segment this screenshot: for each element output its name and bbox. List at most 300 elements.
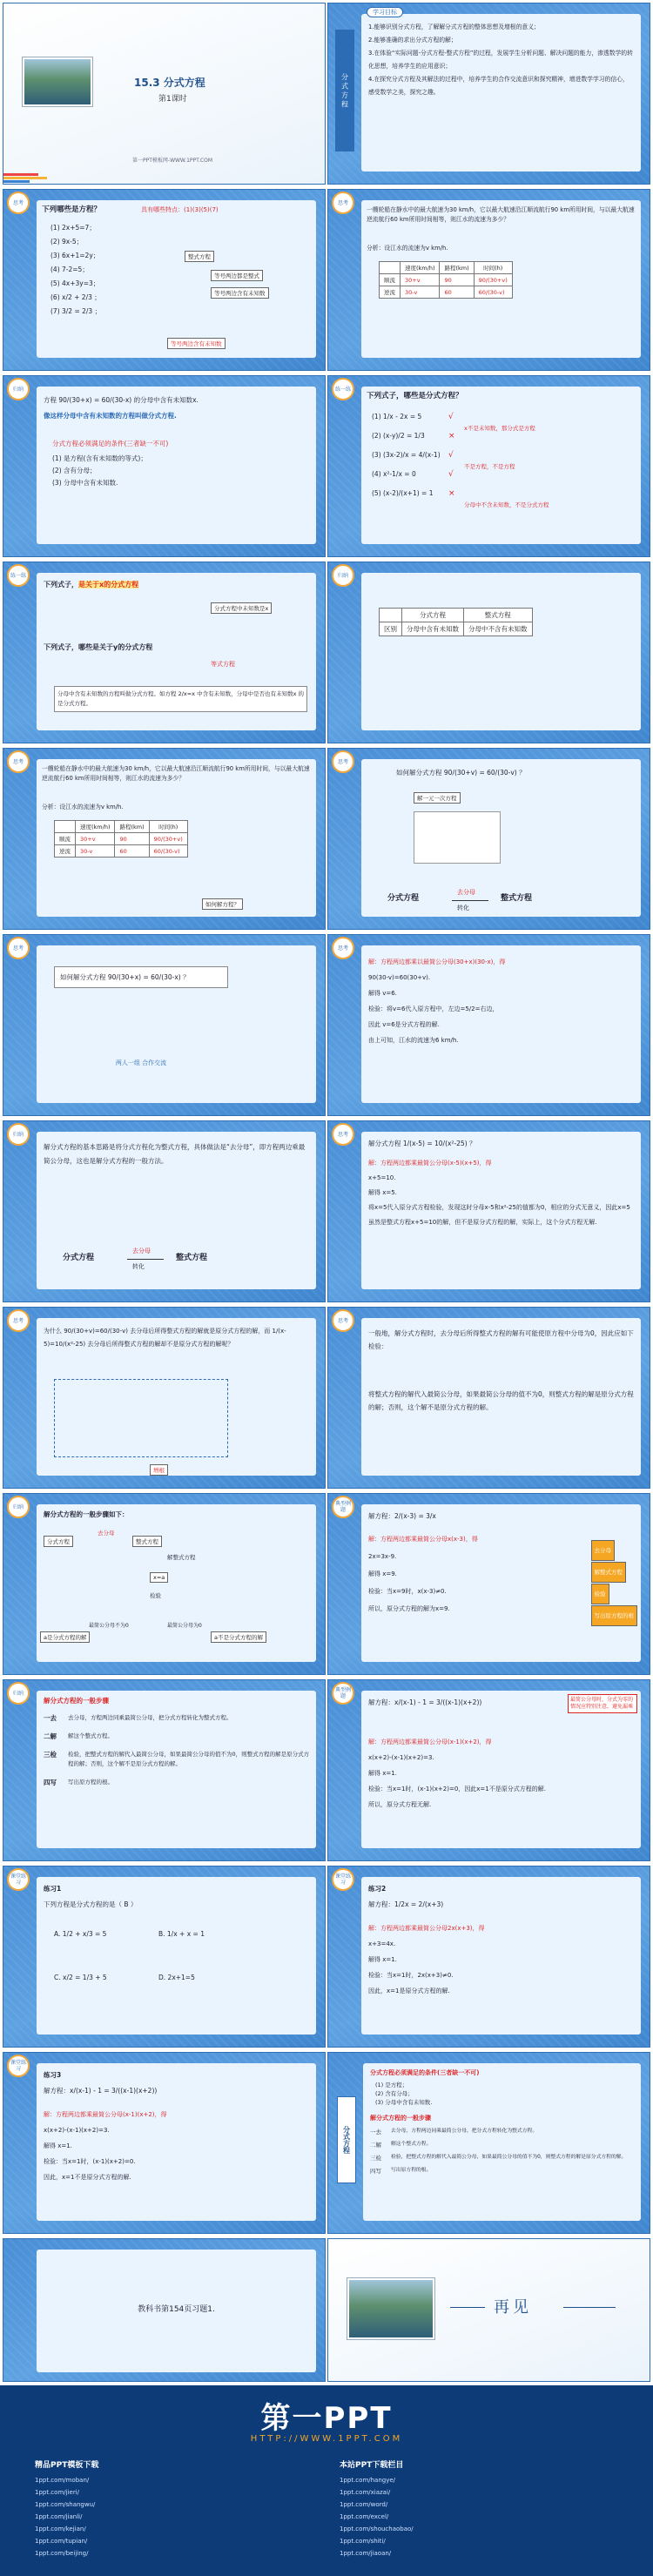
footer-right-title: 本站PPT下载栏目 (340, 2461, 404, 2470)
goodbye-text: 再见 (494, 2298, 532, 2317)
solution-line: 解得 v=6. (368, 990, 397, 997)
footer-link[interactable]: 1ppt.com/tupian/ (35, 2538, 88, 2545)
step-desc: 解这个整式方程。 (68, 1732, 113, 1739)
flow-label-2: 转化 (457, 905, 469, 911)
slide-how-solve[interactable] (3, 934, 326, 1116)
solution-line: 检验：当x=1时，(x-1)(x+2)=0. (44, 2158, 136, 2165)
condition-item: (2) 含有分母； (52, 467, 97, 474)
method-panel (37, 1132, 316, 1289)
table-row (55, 845, 188, 858)
steps-panel (37, 1691, 316, 1848)
exercise-text: 下列方程是分式方程的是（ B ） (44, 1900, 138, 1908)
table-cell: 90 (440, 274, 474, 286)
practice-panel (361, 387, 641, 544)
practice-item: (5) (x-2)/(x+1) = 1 (372, 489, 434, 497)
solution-panel (361, 945, 641, 1103)
think-badge: 归纳 (332, 564, 354, 587)
solution-line: 解得 x=1. (44, 2142, 72, 2149)
question-text: 下列哪些是方程？ (42, 205, 102, 214)
table-cell: 分母中含有未知数 (402, 622, 464, 636)
flow-box: 整式方程 (132, 1536, 162, 1547)
table-header-row (55, 821, 188, 833)
solution-line: 解：方程两边都乘最简公分母2x(x+3)，得 (368, 1925, 485, 1932)
solution-line: 因此，x=1不是原分式方程的解. (44, 2174, 131, 2181)
steps-list (44, 1713, 311, 1787)
think-badge: 思考 (7, 1309, 30, 1332)
slide-transform[interactable] (327, 748, 650, 930)
analysis-text: 分析：设江水的流速为v km/h. (367, 245, 448, 252)
solution-line: 解：方程两边都乘最简公分母(x-1)(x+2)，得 (368, 1739, 492, 1745)
table-header: 时间(h) (474, 262, 512, 274)
solution-line: 检验：当x=1时，2x(x+3)≠0. (368, 1972, 454, 1979)
footer-link[interactable]: 1ppt.com/shangwu/ (35, 2501, 96, 2508)
problem-panel (37, 759, 316, 917)
solution-line: 因此 v=6是分式方程的解. (368, 1021, 440, 1028)
step-name: 二解 (370, 2142, 381, 2149)
table-cell: 顺流 (55, 833, 76, 845)
think-badge: 归纳 (7, 378, 30, 400)
practice-items (372, 407, 441, 503)
think-badge: 思考 (7, 750, 30, 773)
flow-label: 最简公分母不为0 (89, 1623, 129, 1629)
slide-problem[interactable] (327, 189, 650, 371)
homework-text: 教科书第154页习题1. (138, 2305, 215, 2314)
solution-line: x+5=10. (368, 1174, 396, 1181)
table-header: 整式方程 (464, 609, 533, 622)
slide-subtitle: 第1课时 (158, 95, 187, 104)
think-badge: 归纳 (7, 1123, 30, 1146)
practice-note: 分母中不含未知数，不是分式方程 (464, 501, 549, 508)
how-solve-panel (37, 945, 316, 1103)
footer-link[interactable]: 1ppt.com/beijing/ (35, 2550, 89, 2557)
analysis-text: 分析：设江水的流速为v km/h. (42, 804, 124, 810)
speed-table (54, 820, 188, 858)
check-marks (448, 407, 455, 503)
equation-list (50, 221, 101, 319)
step-name: 二解 (44, 1732, 57, 1740)
think-badge: 思考 (7, 192, 30, 214)
slide-method[interactable] (3, 1120, 326, 1302)
table-header-row (380, 262, 513, 274)
equation-item: (1) 2x+5=7； (50, 224, 96, 232)
question-1-text: 下列式子， (44, 581, 78, 589)
mark: √ (448, 470, 454, 479)
equation-note: 方程 90/(30+x) = 60/(30-x) 的分母中含有未知数x. (44, 396, 199, 404)
footer-link[interactable]: 1ppt.com/moban/ (35, 2477, 90, 2484)
flowchart-title: 解分式方程的一般步骤如下： (44, 1510, 129, 1518)
solution-lines (44, 2107, 311, 2185)
goal-item: 2.能够准确的求出分式方程的解； (368, 37, 457, 44)
slide-homework[interactable] (3, 2238, 326, 2382)
slide-practice-identify[interactable] (327, 375, 650, 557)
goals-tag: 学习目标 (367, 7, 403, 17)
extraneous-panel (361, 1132, 641, 1289)
step-desc: 写出原方程的根。 (391, 2168, 432, 2173)
solution-line: 由上可知，江水的流速为6 km/h. (368, 1037, 459, 1044)
slide-goodbye[interactable] (327, 2238, 650, 2382)
mark: √ (448, 413, 454, 421)
practice-note: 不是方程，不是方程 (464, 463, 515, 470)
transform-panel (361, 759, 641, 917)
goal-item: 4.在探究分式方程及其解法的过程中，培养学生的合作交流意识和探究精神，增进数学学习的信心，感受数学之美，探究之趣。 (368, 76, 629, 96)
goal-item: 1.能够识别分式方程，了解解分式方程的整体思想及增根的意义； (368, 24, 540, 30)
footer-url[interactable]: HTTP://WWW.1PPT.COM (250, 2434, 403, 2444)
option-c[interactable]: C. x/2 = 1/3 + 5 (54, 1974, 107, 1981)
equation-item: (4) 7-2=5； (50, 266, 89, 273)
mark: × (448, 432, 455, 441)
think-badge: 思考 (332, 1123, 354, 1146)
footer-link[interactable]: 1ppt.com/hangye/ (340, 2477, 396, 2484)
think-badge: 归纳 (7, 1496, 30, 1518)
problem-text: 一艘轮船在静水中的最大航速为30 km/h，它以最大航速沿江顺流航行90 km所用时间，与以最大航速逆流航行60 km所用时间相等，则江水的流速为多少？ (367, 206, 635, 223)
solution-lines (368, 1530, 478, 1618)
example-question: 解方程：x/(x-1) - 1 = 3/((x-1)(x+2)) (368, 1698, 482, 1706)
step-row (44, 1732, 311, 1741)
table-header (380, 609, 402, 622)
landscape-image (347, 2278, 434, 2339)
slide-solution-1[interactable] (327, 934, 650, 1116)
condition-item: (3) 分母中含有未知数. (375, 2099, 433, 2106)
flow-label-2: 转化 (132, 1263, 145, 1270)
solution-line: 90(30-v)=60(30+v). (368, 974, 431, 981)
example-question: 解方程：2/(x-3) = 3/x (368, 1512, 436, 1520)
exercise-badge: 课堂练习 (7, 2055, 30, 2077)
divider-left (450, 2307, 485, 2308)
steps-list (370, 2128, 636, 2176)
step-name: 三检 (44, 1751, 57, 1759)
step-label: 写出原方程的根 (591, 1605, 638, 1626)
solution-lines (368, 954, 636, 1048)
solution-lines (368, 1920, 485, 1999)
table-header: 时间(h) (149, 821, 187, 833)
condition-item: (2) 含有分母； (375, 2090, 414, 2097)
footer-link[interactable]: 1ppt.com/jianli/ (35, 2513, 83, 2520)
mark: √ (448, 451, 454, 460)
question-1 (44, 580, 138, 589)
compare-panel (361, 573, 641, 730)
solution-line: 检验：当x=1时，(x-1)(x+2)=0，因此x=1不是原分式方程的解. (368, 1786, 546, 1792)
exercise-text: 解方程：1/2x = 2/(x+3) (368, 1900, 444, 1908)
steps-title: 解分式方程的一般步骤 (370, 2115, 431, 2122)
comparison-area (54, 1379, 228, 1457)
step-label: 解整式方程 (591, 1562, 627, 1583)
problem-panel (361, 200, 641, 358)
slide-title-text: 15.3 分式方程 (134, 77, 205, 89)
note-box: 最简公分母时，分式为零的情况应特别注意，避免漏乘 (568, 1694, 637, 1713)
goals-side-bar: 分 式 方 程 (335, 30, 354, 151)
flow-arrow (127, 1259, 164, 1260)
definition-panel (37, 387, 316, 544)
table-cell: 30-v (76, 845, 115, 858)
solution-line: 解得 x=5. (368, 1189, 397, 1196)
label-box: 等号两边含有未知数 (211, 287, 269, 299)
slide-problem-repeat[interactable] (3, 748, 326, 930)
source-text: 第一PPT模板网-WWW.1PPT.COM (132, 158, 213, 164)
check-panel (361, 1318, 641, 1476)
table-cell: 60/(30-v) (149, 845, 187, 858)
conditions-title: 分式方程必须满足的条件(三者缺一不可) (52, 440, 169, 447)
definition-text: 像这样分母中含有未知数的方程叫做分式方程. (44, 412, 177, 420)
flow-arrow (452, 900, 488, 901)
slide-compare[interactable] (327, 562, 650, 743)
check-text-2: 将整式方程的解代入最简公分母，如果最简公分母的值不为0，则整式方程的解是原分式方程的解；否则，这个解不是原分式方程的解。 (368, 1390, 634, 1411)
slide-equations[interactable] (3, 189, 326, 371)
flow-to: 整式方程 (501, 894, 533, 903)
table-row (55, 833, 188, 845)
footer-link[interactable]: 1ppt.com/kejian/ (35, 2526, 86, 2532)
step-name: 三检 (370, 2155, 381, 2162)
table-cell: 60 (440, 286, 474, 299)
equation-box: 如何解分式方程 90/(30+x) = 60/(30-x) ？ (54, 966, 228, 988)
practice-x-panel (37, 573, 316, 730)
flow-label: 检验 (150, 1592, 161, 1599)
explain-box: 分母中含有未知数的方程叫做分式方程。如方程 2/x=x 中含有未知数，分母中是否也有未知数x 的是分式方程。 (54, 686, 307, 712)
solution-line: 2x=3x-9. (368, 1553, 397, 1560)
footer-left-links (35, 2474, 95, 2559)
footer-link[interactable]: 1ppt.com/jiaoan/ (340, 2550, 392, 2557)
compare-table (379, 608, 533, 636)
problem-text: 一艘轮船在静水中的最大航速为30 km/h，它以最大航速沿江顺流航行90 km所用时间，与以最大航速逆流航行60 km所用时间相等，则江水的流速为多少？ (42, 765, 310, 782)
slide-exercise-1[interactable] (3, 1866, 326, 2048)
equation-item: (5) 4x+3y=3； (50, 279, 100, 287)
solution-line: 解：方程两边都乘最简公分母x(x-3)，得 (368, 1536, 478, 1543)
table-cell: 90 (115, 833, 149, 845)
step-row (370, 2141, 636, 2150)
practice-badge: 练一练 (332, 378, 354, 400)
goals-panel (361, 9, 641, 172)
table-cell: 90/(30+v) (149, 833, 187, 845)
footer-link[interactable]: 1ppt.com/shouchaobao/ (340, 2526, 414, 2532)
equation-item: (3) 6x+1=2y； (50, 252, 100, 259)
table-cell: 30+v (76, 833, 115, 845)
think-badge: 思考 (7, 937, 30, 959)
slide-why[interactable] (3, 1307, 326, 1489)
exercise-badge: 课堂练习 (332, 1868, 354, 1891)
question-text: 下列式子，哪些是分式方程？ (367, 392, 463, 400)
option-d[interactable]: D. 2x+1=5 (158, 1974, 195, 1981)
solution-line: x+3=4x. (368, 1940, 396, 1947)
note-box: 等号两边含有未知数 (167, 338, 226, 349)
step-desc: 解这个整式方程。 (391, 2142, 432, 2147)
step-desc: 去分母，方程两边同乘最简公分母，把分式方程转化为整式方程。 (68, 1714, 232, 1721)
flow-box: 分式方程 (44, 1536, 73, 1547)
flow-label: 去分母 (132, 1248, 151, 1254)
step-label: 检验 (591, 1584, 609, 1604)
option-a[interactable]: A. 1/2 + x/3 = 5 (54, 1930, 107, 1938)
slide-check-rule[interactable] (327, 1307, 650, 1489)
note-box: 分式方程中未知数是x (211, 602, 272, 614)
exercise-number: 练习1 (44, 1885, 62, 1893)
exercise-panel (37, 1877, 316, 2035)
stripe-decoration (3, 172, 56, 184)
slide-exercise-2[interactable] (327, 1866, 650, 2048)
slide-extraneous-root[interactable] (327, 1120, 650, 1302)
solution-line: 所以，原分式方程无解. (368, 1801, 432, 1808)
landscape-image (23, 57, 92, 106)
solution-lines (368, 1156, 636, 1230)
step-labels (591, 1539, 638, 1626)
exercise-panel (37, 2063, 316, 2221)
footer-link[interactable]: 1ppt.com/excel/ (340, 2513, 389, 2520)
solution-line: 所以，原分式方程的解为x=9. (368, 1605, 450, 1612)
goal-item: 3.在体验“实际问题-分式方程-整式方程”的过程，发展学生分析问题、解决问题的能力，渗透数学的转化思想，培养学生的应用意识； (368, 50, 633, 70)
solution-line: 解：方程两边都乘最简公分母(x-1)(x+2)，得 (44, 2111, 167, 2118)
summary-panel (363, 2063, 641, 2221)
extraneous-label: 增根 (150, 1464, 168, 1476)
solution-line: 解：方程两边都乘最简公分母(x-5)(x+5)，得 (368, 1160, 492, 1167)
think-badge: 思考 (332, 1309, 354, 1332)
footer-logo[interactable]: 第一PPT (260, 2401, 393, 2436)
solution-line: x(x+2)-(x-1)(x+2)=3. (44, 2127, 110, 2134)
work-area (414, 811, 501, 864)
step-name: 一去 (370, 2129, 381, 2135)
exercise-number: 练习2 (368, 1885, 387, 1893)
flow-label: 解整式方程 (167, 1554, 196, 1561)
table-cell: 区别 (380, 622, 402, 636)
option-b[interactable]: B. 1/x + x = 1 (158, 1930, 205, 1938)
solution-line: 检验：当x=9时，x(x-3)≠0. (368, 1588, 447, 1595)
footer-link[interactable]: 1ppt.com/xiazai/ (340, 2489, 391, 2496)
goals-list (368, 21, 634, 99)
table-cell: 30-v (401, 286, 440, 299)
homework-panel (37, 2250, 316, 2372)
flowchart-panel (37, 1504, 316, 1662)
label-box: 等号两边都是整式 (211, 270, 263, 281)
solution-line: 将x=5代入原分式方程检验，发现这时分母x-5和x²-25的值都为0，相应的分式无意义，因此x=5虽然是整式方程x+5=10的解，但不是原分式方程的解，实际上，这个分式方程无解. (368, 1204, 630, 1226)
divider-right (563, 2307, 616, 2308)
method-text: 解分式方程的基本思路是将分式方程化为整式方程，具体做法是“去分母”，即方程两边乘最简公分母，这也是解分式方程的一般方法。 (44, 1143, 306, 1165)
think-badge: 思考 (332, 937, 354, 959)
table-cell: 顺流 (380, 274, 401, 286)
step-row (370, 2128, 636, 2137)
example-badge: 典型例题 (332, 1682, 354, 1705)
table-header: 速度(km/h) (401, 262, 440, 274)
slide-example-1[interactable] (327, 1493, 650, 1675)
practice-notes (464, 409, 549, 524)
example-panel (361, 1504, 641, 1662)
table-cell: 30+v (401, 274, 440, 286)
table-cell: 60/(30-v) (474, 286, 512, 299)
question-2: 下列式子，哪些是关于y的分式方程 (44, 643, 153, 651)
practice-item: (4) x²-1/x = 0 (372, 470, 416, 478)
table-header: 路程(km) (115, 821, 149, 833)
hint-text: 具有哪些特点：(1)(3)(5)(7) (141, 206, 219, 213)
table-cell: 分母中不含有未知数 (464, 622, 533, 636)
steps-title: 解分式方程的一般步骤 (44, 1697, 109, 1705)
equation-item: (2) 9x-5； (50, 238, 84, 245)
solution-line: x(x+2)-(x-1)(x+2)=3. (368, 1754, 434, 1761)
practice-item: (1) 1/x - 2x = 5 (372, 413, 422, 420)
table-header: 分式方程 (402, 609, 464, 622)
table-header: 路程(km) (440, 262, 474, 274)
exercise-text: 解方程：x/(x-1) - 1 = 3/((x-1)(x+2)) (44, 2087, 158, 2095)
step-name: 四写 (44, 1779, 57, 1786)
step-row (370, 2167, 636, 2176)
table-cell: 90/(30+v) (474, 274, 512, 286)
flow-label: 去分母 (457, 889, 475, 896)
footer-link[interactable]: 1ppt.com/shiti/ (340, 2538, 386, 2545)
flow-from: 分式方程 (63, 1254, 95, 1262)
example-panel (361, 1691, 641, 1848)
hint-text: 等式方程 (211, 661, 235, 668)
group-hint: 两人一组 合作交流 (115, 1059, 167, 1066)
equation-item: (6) x/2 + 2/3 ； (50, 293, 101, 301)
condition-item: (1) 是方程(含有未知数的等式)； (52, 454, 147, 462)
slide-example-2[interactable] (327, 1679, 650, 1861)
flow-box: a是分式方程的解 (40, 1631, 90, 1643)
step-name: 一去 (44, 1714, 57, 1722)
table-row (380, 274, 513, 286)
footer-link[interactable]: 1ppt.com/word/ (340, 2501, 388, 2508)
slide-practice-x[interactable] (3, 562, 326, 743)
practice-item: (3) (3x-2)/x = 4/(x-1) (372, 451, 441, 459)
table-header (55, 821, 76, 833)
step-row (370, 2154, 636, 2163)
flow-label: 去分母 (98, 1530, 115, 1537)
question-1-highlight: 是关于x的分式方程 (78, 581, 139, 589)
solution-line: 解得 x=9. (368, 1570, 397, 1577)
site-footer (0, 2385, 653, 2576)
slide-definition[interactable] (3, 375, 326, 557)
exercise-panel (361, 1877, 641, 2035)
solution-lines (368, 1734, 636, 1813)
step-row (44, 1713, 311, 1723)
slide-title[interactable] (3, 3, 326, 185)
slide-steps[interactable] (3, 1679, 326, 1861)
equation-text: 如何解分式方程 90/(30+v) = 60/(30-v) ？ (396, 769, 526, 777)
why-text: 为什么 90/(30+v)=60/(30-v) 去分母后所得整式方程的解就是原分式方程的解，而 1/(x-5)=10/(x²-25) 去分母后所得整式方程的解却不是原分式方程的解呢？ (44, 1328, 286, 1348)
table-cell: 逆流 (55, 845, 76, 858)
practice-badge: 练一练 (7, 564, 30, 587)
practice-note: x不是未知数，那分式是方程 (464, 425, 535, 432)
condition-item: (3) 分母中含有未知数. (52, 479, 118, 487)
example-badge: 典型例题 (332, 1496, 354, 1518)
slide-exercise-3[interactable] (3, 2052, 326, 2234)
slide-goals[interactable] (327, 3, 650, 185)
slide-summary[interactable] (327, 2052, 650, 2234)
why-panel (37, 1318, 316, 1476)
flow-label: 最简公分母为0 (167, 1623, 202, 1629)
equation-text: 解分式方程 1/(x-5) = 10/(x²-25) ？ (368, 1140, 476, 1147)
exercise-badge: 课堂练习 (7, 1868, 30, 1891)
label-box: 整式方程 (185, 251, 214, 262)
step-label: 去分母 (591, 1540, 616, 1561)
step-row (44, 1778, 311, 1787)
step-desc: 去分母，方程两边同乘最简公分母，把分式方程转化为整式方程。 (391, 2129, 538, 2134)
footer-right-links (340, 2474, 414, 2559)
conditions-list (375, 2081, 432, 2107)
table-header: 速度(km/h) (76, 821, 115, 833)
practice-item: (2) (x-y)/2 = 1/3 (372, 432, 425, 440)
exercise-number: 练习3 (44, 2071, 62, 2079)
solution-line: 检验：将v=6代入原方程中，左边=5/2=右边， (368, 1006, 499, 1012)
solution-line: 解得 x=1. (368, 1770, 397, 1777)
slide-flowchart[interactable] (3, 1493, 326, 1675)
step-box: 解一元一次方程 (414, 792, 461, 804)
think-badge: 归纳 (7, 1682, 30, 1705)
solution-line: 因此，x=1是原分式方程的解. (368, 1987, 450, 1994)
flow-box: a不是分式方程的解 (211, 1631, 266, 1643)
table-row (380, 622, 533, 636)
step-name: 四写 (370, 2168, 381, 2175)
step-row (44, 1750, 311, 1769)
speed-table (379, 261, 513, 299)
conditions-title: 分式方程必须满足的条件(三者缺一不可) (370, 2069, 480, 2076)
how-solve-button[interactable]: 如何解方程？ (202, 898, 243, 910)
footer-link[interactable]: 1ppt.com/jieri/ (35, 2489, 79, 2496)
step-desc: 写出原方程的根。 (68, 1779, 113, 1786)
check-text-1: 一般地，解分式方程时，去分母后所得整式方程的解有可能使原方程中分母为0，因此应如下检验： (368, 1329, 634, 1350)
